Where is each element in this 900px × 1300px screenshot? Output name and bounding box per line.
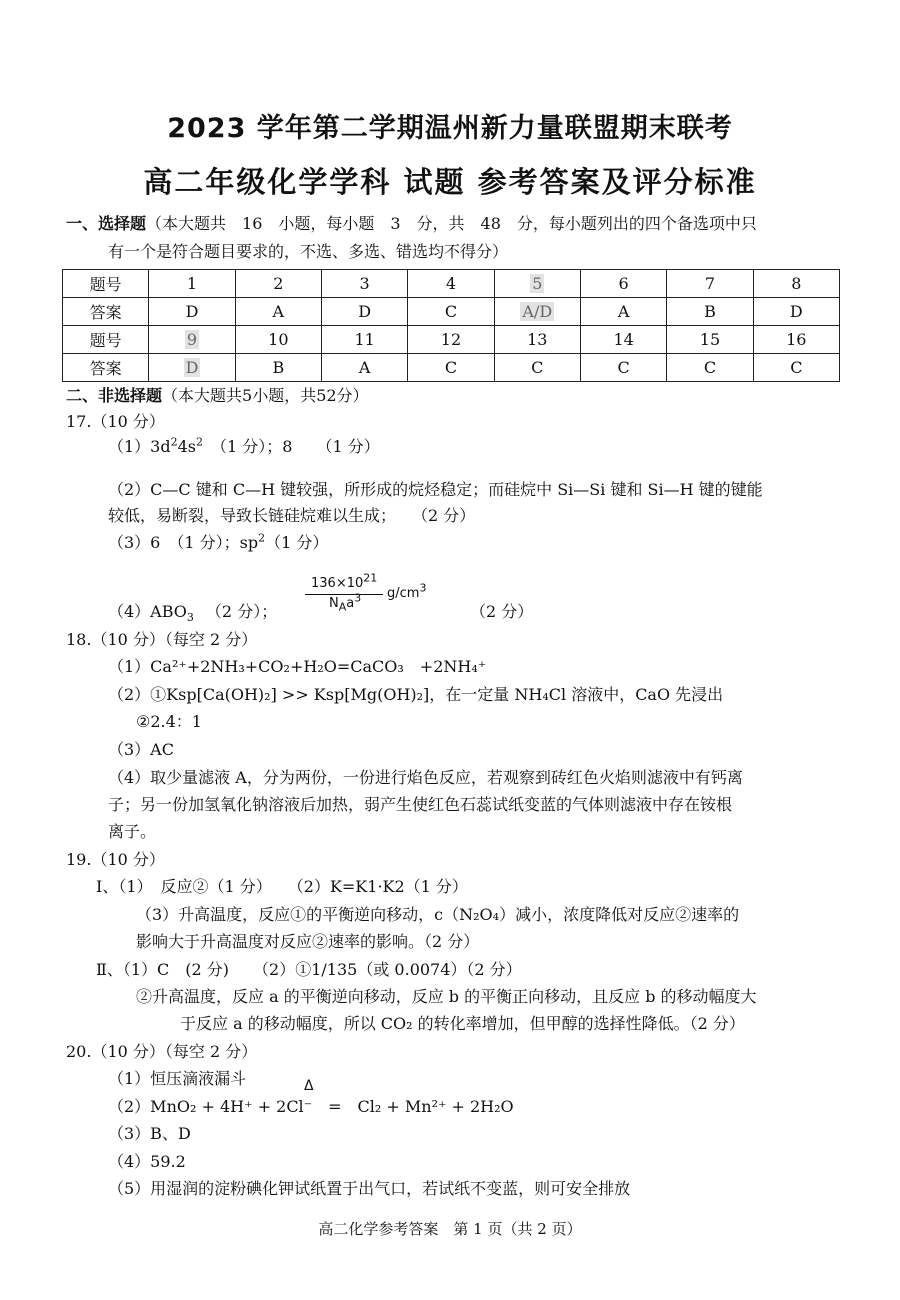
- q17-part4: [108, 602, 278, 625]
- den-sub: A: [338, 600, 347, 614]
- a-cell: B: [667, 298, 753, 326]
- q17-part3: [108, 533, 328, 553]
- section1-desc-2: 有一个是符合题目要求的，不选、多选、错选均不得分）: [108, 242, 509, 261]
- q-cell-text: 9: [186, 330, 198, 349]
- den-sup: 3: [354, 591, 362, 605]
- q17-p4-b: （2 分）；: [205, 602, 278, 621]
- q19-i-line2: （3）升高温度，反应①的平衡逆向移动，c（N₂O₄）减小，浓度降低对反应②速率的: [136, 905, 740, 924]
- q-cell: 8: [753, 270, 839, 298]
- q-cell-highlighted: [149, 326, 235, 354]
- section1-heading: 一、选择题: [66, 214, 147, 233]
- q17-part2-line2: 较低，易断裂，导致长链硅烷难以生成； （2 分）: [108, 506, 476, 525]
- a-cell: A: [321, 354, 407, 382]
- q18-part4-line3: 离子。: [108, 822, 157, 841]
- q17-p3-b: （1 分）: [265, 533, 329, 552]
- q20-part1: （1）恒压滴液漏斗: [108, 1069, 247, 1088]
- row-label-q: 题号: [63, 326, 149, 354]
- a-cell: D: [321, 298, 407, 326]
- formula-numerator: [311, 571, 378, 591]
- q18-part2-line1: （2）①Ksp[Ca(OH)₂] >> Ksp[Mg(OH)₂]，在一定量 NH₄Cl 溶液中，CaO 先浸出: [108, 685, 724, 704]
- den-text-b: a: [346, 596, 355, 611]
- q-cell: 10: [235, 326, 321, 354]
- q18-part4-line2: 子；另一份加氢氧化钠溶液后加热，弱产生使红色石蕊试纸变蓝的气体则滤液中存在铵根: [108, 795, 733, 814]
- q-cell: 14: [580, 326, 666, 354]
- q-cell: 7: [667, 270, 753, 298]
- a-cell-text: D: [185, 358, 199, 377]
- q20-part2: （2）MnO₂ + 4H⁺ + 2Cl⁻ = Cl₂ + Mn²⁺ + 2H₂O: [108, 1097, 514, 1116]
- row-label-a: 答案: [63, 354, 149, 382]
- q19-ii-line2: ②升高温度，反应 a 的平衡逆向移动，反应 b 的平衡正向移动，且反应 b 的移动幅度大: [136, 987, 757, 1006]
- q18-part2-line2: ②2.4：1: [136, 712, 202, 731]
- exam-subtitle: 高二年级化学学科 试题 参考答案及评分标准: [143, 165, 757, 199]
- q17-head: 17.（10 分）: [66, 412, 165, 431]
- page-footer: 高二化学参考答案 第 1 页（共 2 页）: [318, 1220, 582, 1238]
- q-cell: 11: [321, 326, 407, 354]
- a-cell: D: [149, 298, 235, 326]
- q-cell: 13: [494, 326, 580, 354]
- a-cell: C: [580, 354, 666, 382]
- section2-desc: （本大题共5小题，共52分）: [162, 386, 369, 405]
- q19-ii-line3: 于反应 a 的移动幅度，所以 CO₂ 的转化率增加，但甲醇的选择性降低。（2 分）: [180, 1014, 745, 1033]
- section1-line1: [66, 214, 757, 234]
- q-cell: 3: [321, 270, 407, 298]
- q-cell-text: 5: [532, 274, 543, 293]
- a-cell-text: A/D: [522, 302, 553, 321]
- section2-heading: 二、非选择题: [66, 386, 163, 405]
- section2-line: [66, 386, 369, 406]
- q19-i-line3: 影响大于升高温度对反应②速率的影响。（2 分）: [136, 932, 480, 951]
- heat-delta-symbol: Δ: [304, 1078, 314, 1094]
- q17-p1-a: （1）3d: [108, 437, 171, 456]
- q-cell: 6: [580, 270, 666, 298]
- table-row: [63, 298, 840, 326]
- answer-table: [62, 269, 840, 382]
- num-text: 136×10: [311, 576, 364, 591]
- q17-p3-sup: 2: [258, 531, 266, 545]
- q19-head: 19.（10 分）: [66, 850, 165, 869]
- formula-unit: [387, 581, 427, 601]
- unit-text: g/cm: [387, 586, 420, 601]
- q17-p4-sub: 3: [186, 611, 194, 625]
- q20-part4: （4）59.2: [108, 1152, 186, 1171]
- a-cell: A: [235, 298, 321, 326]
- q20-part3: （3）B、D: [108, 1124, 191, 1143]
- q17-p1-c: （1 分）；8 （1 分）: [203, 437, 380, 456]
- den-text: N: [329, 596, 339, 611]
- section1-desc-1: （本大题共 16 小题，每小题 3 分，共 48 分，每小题列出的四个备选项中只: [146, 214, 757, 233]
- q-cell: 4: [408, 270, 494, 298]
- q17-p3-a: （3）6 （1 分）；sp: [108, 533, 259, 552]
- q17-p1-sup2: 2: [196, 435, 203, 449]
- a-cell-highlighted: [149, 354, 235, 382]
- a-cell: A: [580, 298, 666, 326]
- q17-part2-line1: （2）C—C 键和 C—H 键较强，所形成的烷烃稳定；而硅烷中 Si—Si 键和 Si—H 键的键能: [108, 480, 763, 499]
- q17-p4-score: （2 分）: [470, 602, 534, 621]
- q18-head: 18.（10 分）（每空 2 分）: [66, 630, 258, 649]
- q-cell: 2: [235, 270, 321, 298]
- q20-part5: （5）用湿润的淀粉碘化钾试纸置于出气口，若试纸不变蓝，则可安全排放: [108, 1179, 631, 1198]
- q19-i-line1: Ⅰ、（1） 反应②（1 分） （2）K=K1·K2（1 分）: [96, 877, 468, 896]
- q17-p4-a: （4）ABO: [108, 602, 187, 621]
- q17-p1-b: 4s: [177, 437, 196, 456]
- unit-sup: 3: [419, 581, 427, 595]
- table-row: [63, 326, 840, 354]
- a-cell-highlighted: [494, 298, 580, 326]
- a-cell: B: [235, 354, 321, 382]
- a-cell: C: [753, 354, 839, 382]
- table-row: [63, 270, 840, 298]
- table-row: [63, 354, 840, 382]
- row-label-q: 题号: [63, 270, 149, 298]
- a-cell: C: [494, 354, 580, 382]
- q-cell-highlighted: [494, 270, 580, 298]
- q18-part1: （1）Ca²⁺+2NH₃+CO₂+H₂O=CaCO₃ +2NH₄⁺: [108, 657, 487, 676]
- num-sup: 21: [363, 571, 378, 585]
- q19-ii-line1: Ⅱ、（1）C (2 分) （2）①1/135（或 0.0074）（2 分）: [96, 960, 522, 979]
- a-cell: C: [408, 298, 494, 326]
- row-label-a: 答案: [63, 298, 149, 326]
- a-cell: C: [408, 354, 494, 382]
- q17-part1: [108, 437, 380, 457]
- q18-part3: （3）AC: [108, 740, 174, 759]
- q-cell: 12: [408, 326, 494, 354]
- a-cell: D: [753, 298, 839, 326]
- q20-head: 20.（10 分）（每空 2 分）: [66, 1042, 258, 1061]
- q17-p1-sup1: 2: [170, 435, 178, 449]
- formula-denominator: [329, 591, 362, 614]
- q-cell: 1: [149, 270, 235, 298]
- fraction-bar: [305, 594, 383, 595]
- q18-part4-line1: （4）取少量滤液 A，分为两份，一份进行焰色反应，若观察到砖红色火焰则滤液中有钙离: [108, 768, 743, 787]
- exam-title: 2023 学年第二学期温州新力量联盟期末联考: [167, 113, 733, 144]
- q-cell: 15: [667, 326, 753, 354]
- a-cell: C: [667, 354, 753, 382]
- q-cell: 16: [753, 326, 839, 354]
